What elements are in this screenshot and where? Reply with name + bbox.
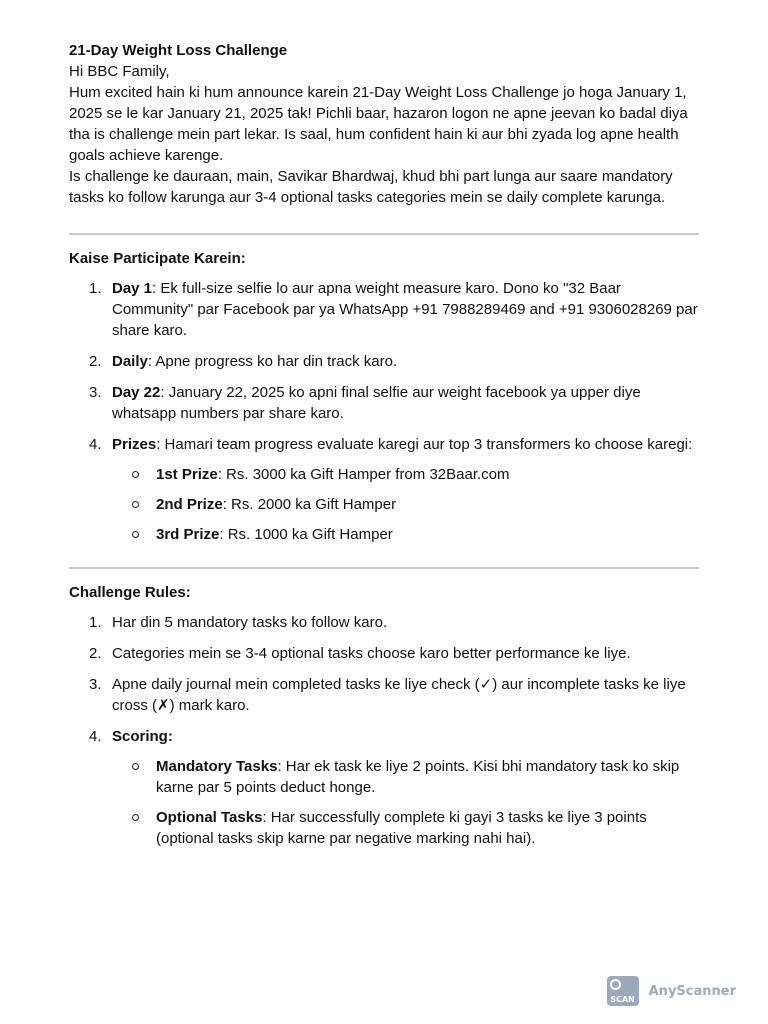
- step-text: : January 22, 2025 ko apni final selfie aur weight facebook ya upper diye whatsapp numbers par share karo.: [112, 384, 641, 422]
- anyscanner-watermark: [607, 976, 736, 1006]
- scoring-item: [112, 807, 699, 849]
- prize-text: : Rs. 3000 ka Gift Hamper from 32Baar.com: [217, 466, 510, 483]
- rule-text: Har din 5 mandatory tasks ko follow karo.: [112, 614, 388, 631]
- prize-item: [112, 494, 699, 515]
- list-item: [69, 278, 699, 341]
- list-number: 1.: [89, 280, 102, 297]
- prize-text: : Rs. 1000 ka Gift Hamper: [219, 526, 393, 543]
- step-text: : Ek full-size selfie lo aur apna weight measure karo. Dono ko "32 Baar Community" par Facebook par ya WhatsApp +91 7988289469 and +91 9306028269 par share karo.: [112, 280, 698, 339]
- prize-item: [112, 464, 699, 485]
- list-item: [69, 674, 699, 716]
- scoring-list: [112, 756, 699, 849]
- list-item: [69, 726, 699, 849]
- list-item: [69, 434, 699, 545]
- step-label: Prizes: [112, 436, 157, 453]
- participate-heading: Kaise Participate Karein:: [69, 250, 246, 267]
- step-label: Day 1: [112, 280, 153, 297]
- list-number: 1.: [89, 614, 102, 631]
- list-item: [69, 612, 699, 633]
- list-number: 4.: [89, 728, 102, 745]
- prize-label: 1st Prize: [156, 466, 218, 483]
- greeting: Hi BBC Family,: [69, 63, 170, 80]
- scoring-label: Scoring:: [112, 728, 173, 745]
- watermark-name: AnyScanner: [648, 983, 736, 999]
- section-divider: [69, 233, 699, 235]
- circle-bullet-icon: [132, 814, 139, 821]
- prize-text: : Rs. 2000 ka Gift Hamper: [222, 496, 397, 513]
- step-text: : Apne progress ko har din track karo.: [147, 353, 398, 370]
- intro-paragraph-2: Is challenge ke dauraan, main, Savikar Bhardwaj, khud bhi part lunga aur saare mandatory tasks ko follow karunga aur 3-4 optional tasks categories mein se daily complete karunga.: [69, 168, 673, 206]
- camera-lens-icon: [610, 979, 621, 990]
- scoring-item-label: Mandatory Tasks: [156, 758, 278, 775]
- circle-bullet-icon: [132, 763, 139, 770]
- participate-steps-list: [69, 278, 699, 545]
- badge-text: SCAN: [610, 995, 635, 1004]
- prize-item: [112, 524, 699, 545]
- circle-bullet-icon: [132, 501, 139, 508]
- circle-bullet-icon: [132, 531, 139, 538]
- rules-list: [69, 612, 699, 849]
- list-number: 2.: [89, 353, 102, 370]
- document-title: 21-Day Weight Loss Challenge: [69, 42, 288, 59]
- scoring-item: [112, 756, 699, 798]
- scoring-item-text: : Har ek task ke liye 2 points. Kisi bhi mandatory task ko skip karne par 5 points deduct honge.: [156, 758, 680, 796]
- prize-label: 3rd Prize: [156, 526, 220, 543]
- rules-heading: Challenge Rules:: [69, 584, 191, 601]
- prize-label: 2nd Prize: [156, 496, 223, 513]
- list-number: 3.: [89, 676, 102, 693]
- step-label: Daily: [112, 353, 148, 370]
- scoring-item-label: Optional Tasks: [156, 809, 263, 826]
- list-number: 4.: [89, 436, 102, 453]
- step-label: Day 22: [112, 384, 161, 401]
- rule-text: Apne daily journal mein completed tasks ke liye check (✓) aur incomplete tasks ke liye cross (✗) mark karo.: [112, 676, 686, 714]
- document-page: [69, 40, 699, 859]
- list-item: [69, 351, 699, 372]
- list-number: 2.: [89, 645, 102, 662]
- camera-scan-icon: [607, 976, 639, 1006]
- section-divider: [69, 567, 699, 569]
- step-text: : Hamari team progress evaluate karegi aur top 3 transformers ko choose karegi:: [156, 436, 693, 453]
- list-number: 3.: [89, 384, 102, 401]
- intro-paragraph: Hum excited hain ki hum announce karein 21-Day Weight Loss Challenge jo hoga January 1, 2025 se le kar January 21, 2025 tak! Pichli baar, hazaron logon ne apne jeevan ko badal diya tha is challenge mein part lekar. Is saal, hum confident hain ki aur bhi zyada log apne health goals achieve karenge.: [69, 84, 688, 164]
- scoring-item-text: : Har successfully complete ki gayi 3 tasks ke liye 3 points (optional tasks skip karne par negative marking nahi hai).: [156, 809, 647, 847]
- rule-text: Categories mein se 3-4 optional tasks choose karo better performance ke liye.: [112, 645, 631, 662]
- list-item: [69, 643, 699, 664]
- circle-bullet-icon: [132, 471, 139, 478]
- list-item: [69, 382, 699, 424]
- prizes-list: [112, 464, 699, 545]
